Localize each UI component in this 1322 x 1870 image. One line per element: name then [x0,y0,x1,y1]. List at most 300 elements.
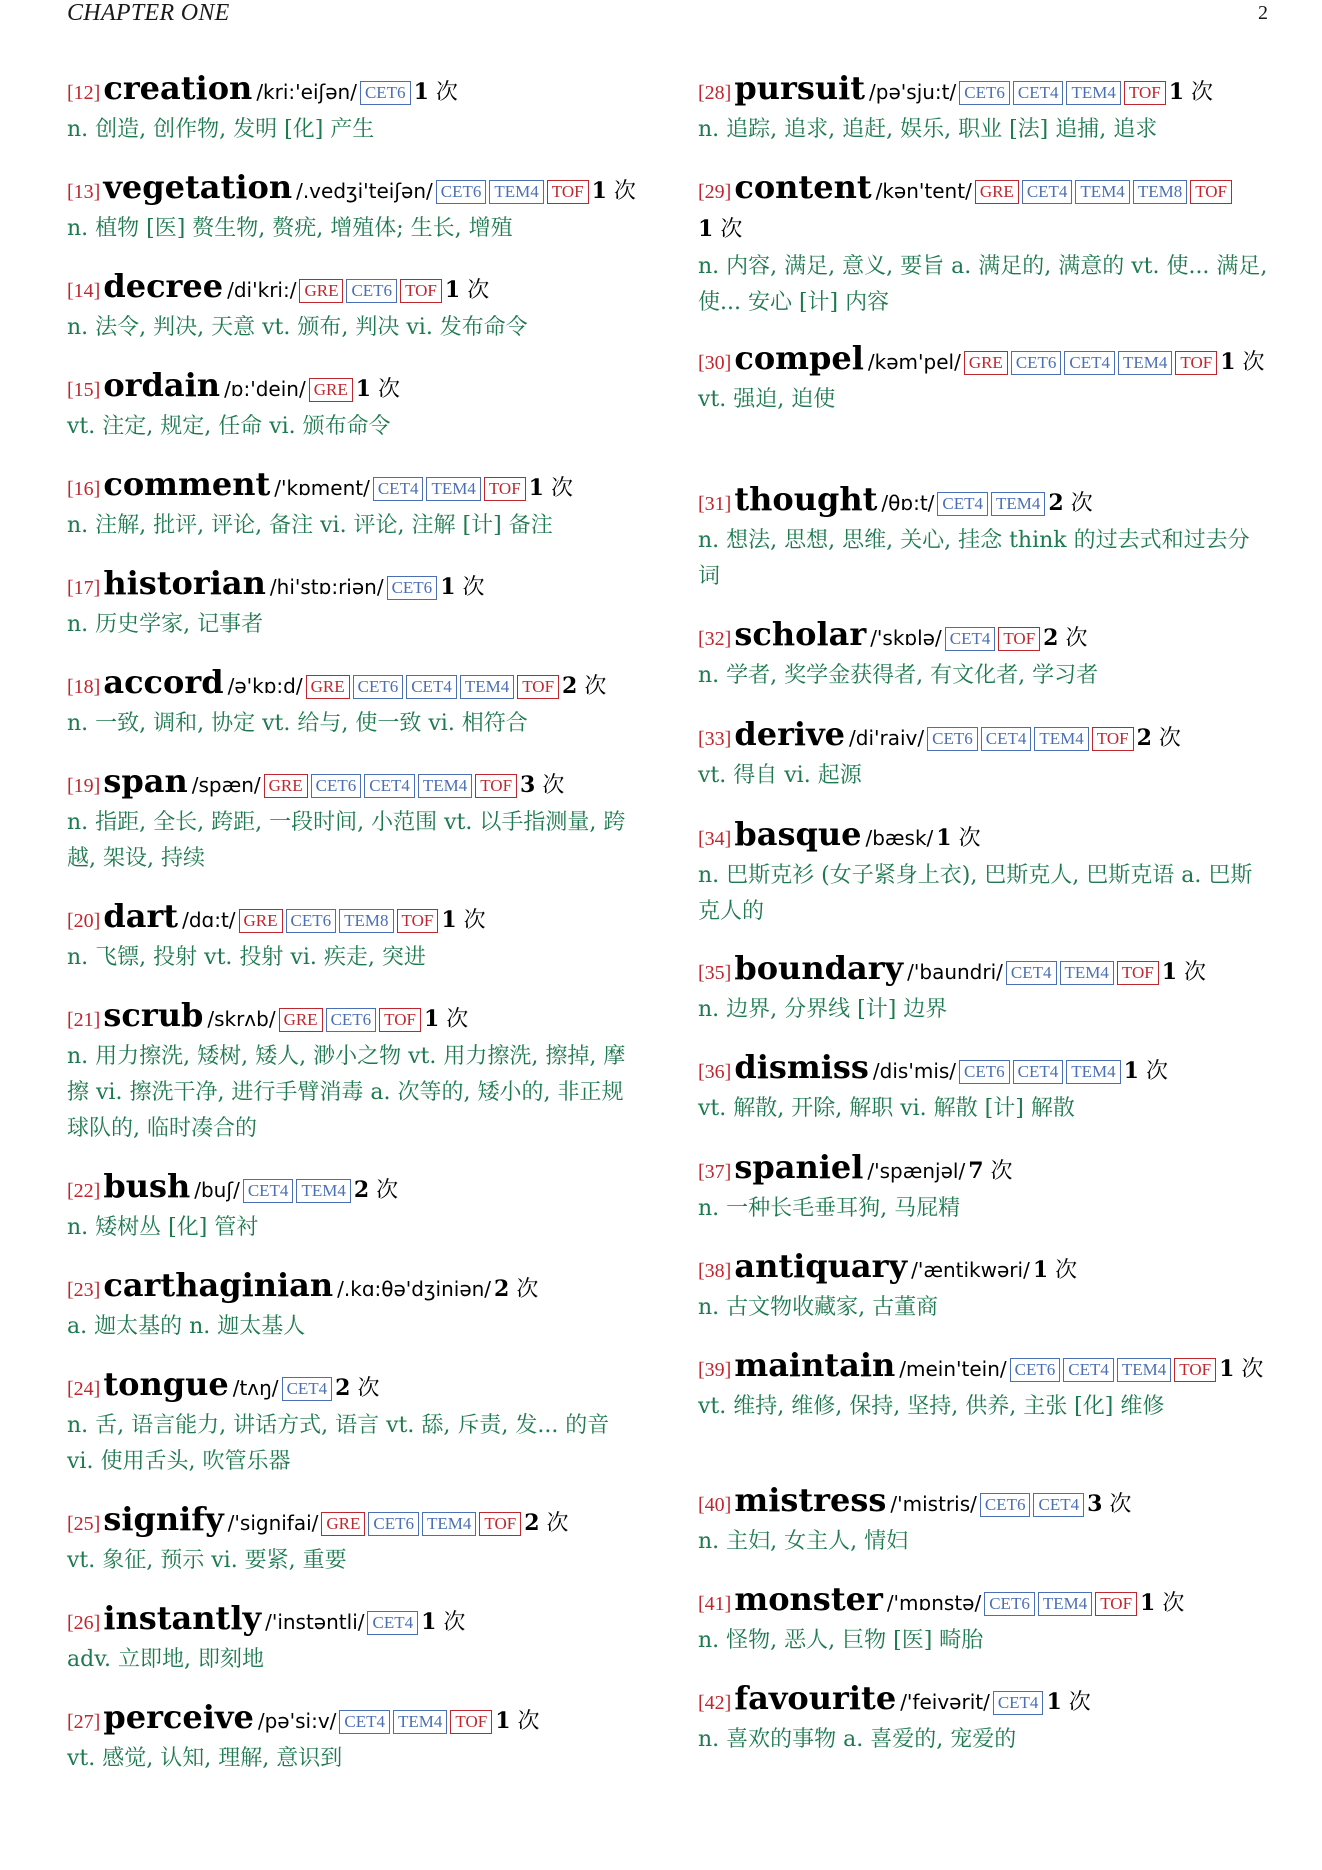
headword: ordain [103,366,221,404]
word-entry [698,616,1271,694]
definition: n. 指距, 全长, 跨距, 一段时间, 小范围 vt. 以手指测量, 跨越, 架设, 持续 [67,810,626,871]
exam-tag-tem4: TEM4 [426,477,480,501]
exam-tag-cet4: CET4 [1013,1060,1064,1084]
phonetic: /'instəntli/ [265,1610,365,1634]
headword: historian [103,564,266,602]
frequency-count [440,575,484,600]
entry-index: [29] [698,181,732,203]
phonetic: /dis'mis/ [872,1059,957,1083]
exam-tag-cet4: CET4 [993,1691,1044,1715]
entry-headline [698,950,1271,992]
exam-tag-tof: TOF [479,1512,521,1536]
frequency-count [354,1178,398,1203]
headword: accord [103,663,224,701]
frequency-suffix: 次 [1162,1591,1185,1616]
exam-tag-tem4: TEM4 [1118,351,1172,375]
entry-headline [67,367,640,409]
frequency-count [421,1610,465,1635]
entry-headline [698,1482,1271,1524]
frequency-number: 7 [968,1158,984,1184]
exam-tag-cet4: CET4 [1013,81,1064,105]
exam-tag-gre: GRE [321,1512,365,1536]
frequency-suffix: 次 [1184,960,1207,985]
exam-tag-cet4: CET4 [945,627,996,651]
frequency-suffix: 次 [446,1007,469,1032]
frequency-count [494,1277,538,1302]
frequency-number: 1 [413,79,429,105]
frequency-suffix: 次 [720,217,743,242]
frequency-suffix: 次 [958,826,981,851]
exam-tag-tof: TOF [400,279,442,303]
frequency-count [356,377,400,402]
phonetic: /di'raiv/ [849,726,925,750]
frequency-count [424,1007,468,1032]
entry-index: [31] [698,493,732,515]
frequency-suffix: 次 [1242,350,1265,375]
frequency-number: 1 [1220,349,1236,375]
phonetic: /hi'stɒ:riən/ [269,575,384,599]
word-entry [67,70,640,148]
definition: n. 用力擦洗, 矮树, 矮人, 渺小之物 vt. 用力擦洗, 擦掉, 摩擦 vi. 擦洗干净, 进行手臂消毒 a. 次等的, 矮小的, 非正规球队的, 临时凑合的 [67,1044,626,1141]
entry-index: [37] [698,1161,732,1183]
entry-index: [38] [698,1260,732,1282]
phonetic: /'mɒnstə/ [886,1591,982,1615]
frequency-suffix: 次 [546,1511,569,1536]
word-entry [698,716,1271,794]
entry-index: [41] [698,1593,732,1615]
frequency-number: 1 [1032,1257,1049,1283]
frequency-count [1048,491,1092,516]
frequency-number: 1 [1219,1356,1235,1382]
exam-tag-tof: TOF [484,477,526,501]
entry-index: [24] [67,1378,101,1400]
phonetic: /kən'tent/ [875,179,972,203]
exam-tag-tof: TOF [547,180,589,204]
definition: n. 一致, 调和, 协定 vt. 给与, 使一致 vi. 相符合 [67,711,528,736]
entry-headline [698,70,1271,112]
word-entry [698,1248,1271,1326]
definition: adv. 立即地, 即刻地 [67,1647,264,1672]
word-entry [698,169,1271,321]
frequency-count [520,773,564,798]
frequency-count [698,217,742,242]
frequency-count [335,1376,379,1401]
entry-index: [20] [67,910,101,932]
exam-tag-tem4: TEM4 [1038,1592,1092,1616]
headword: thought [734,480,878,518]
phonetic: /'signifai/ [227,1511,319,1535]
frequency-number: 1 [528,475,544,501]
exam-tag-cet4: CET4 [1006,961,1057,985]
frequency-suffix: 次 [1109,1492,1132,1517]
word-entry [698,1680,1271,1758]
definition: a. 迦太基的 n. 迦太基人 [67,1314,306,1339]
frequency-suffix: 次 [1145,1059,1168,1084]
definition: n. 矮树丛 [化] 管衬 [67,1215,259,1240]
word-entry [67,169,640,247]
exam-tag-tof: TOF [998,627,1040,651]
exam-tag-cet6: CET6 [980,1493,1031,1517]
phonetic: /di'kri:/ [227,278,297,302]
entry-index: [33] [698,728,732,750]
exam-tag-cet6: CET6 [360,81,411,105]
definition: vt. 得自 vi. 起源 [698,763,862,788]
entry-index: [18] [67,676,101,698]
frequency-number: 1 [1140,1590,1156,1616]
headword: signify [103,1500,224,1538]
headword: perceive [103,1698,254,1736]
definition: n. 注解, 批评, 评论, 备注 vi. 评论, 注解 [计] 备注 [67,513,553,538]
entry-index: [15] [67,379,101,401]
exam-tag-tof: TOF [1117,961,1159,985]
exam-tag-tof: TOF [1092,727,1134,751]
exam-tag-cet6: CET6 [984,1592,1035,1616]
definition: n. 飞镖, 投射 vt. 投射 vi. 疾走, 突进 [67,945,426,970]
frequency-suffix: 次 [467,278,490,303]
exam-tag-gre: GRE [309,378,353,402]
exam-tag-cet4: CET4 [1033,1493,1084,1517]
definition: vt. 解散, 开除, 解职 vi. 解散 [计] 解散 [698,1096,1075,1121]
word-entry [67,1168,640,1246]
exam-tag-tem4: TEM4 [1066,81,1120,105]
entry-index: [22] [67,1180,101,1202]
definition: n. 舌, 语言能力, 讲话方式, 语言 vt. 舔, 斥责, 发... 的音 vi. 使用舌头, 吹管乐器 [67,1413,610,1474]
frequency-suffix: 次 [613,179,636,204]
definition: vt. 注定, 规定, 任命 vi. 颁布命令 [67,414,391,439]
phonetic: /'skɒlə/ [870,626,942,650]
phonetic: /spæn/ [191,773,261,797]
frequency-count [414,80,458,105]
phonetic: /'kɒment/ [274,476,370,500]
word-entry [67,1600,640,1678]
frequency-suffix: 次 [357,1376,380,1401]
word-entry [67,268,640,346]
frequency-suffix: 次 [1158,726,1181,751]
exam-tag-tem4: TEM4 [296,1179,350,1203]
exam-tag-cet4: CET4 [1022,180,1073,204]
entry-index: [32] [698,628,732,650]
frequency-number: 2 [353,1177,370,1203]
frequency-count [441,908,485,933]
entry-headline [698,1680,1271,1722]
definition: n. 喜欢的事物 a. 喜爱的, 宠爱的 [698,1727,1017,1752]
word-entry [698,1049,1271,1127]
entry-index: [25] [67,1513,101,1535]
definition: n. 怪物, 恶人, 巨物 [医] 畸胎 [698,1628,984,1653]
frequency-count [1140,1591,1184,1616]
entry-index: [17] [67,577,101,599]
exam-tag-cet4: CET4 [364,774,415,798]
exam-tag-gre: GRE [964,351,1008,375]
exam-tag-tof: TOF [517,675,559,699]
headword: boundary [734,949,904,987]
entry-headline [67,70,640,112]
frequency-number: 2 [562,673,578,699]
entry-index: [28] [698,82,732,104]
frequency-suffix: 次 [376,1178,399,1203]
frequency-count [1162,960,1206,985]
exam-tag-cet6: CET6 [353,675,404,699]
phonetic: /'feivərit/ [900,1690,990,1714]
exam-tag-tof: TOF [397,909,439,933]
headword: bush [103,1167,191,1205]
exam-tag-gre: GRE [306,675,350,699]
exam-tag-cet4: CET4 [339,1710,390,1734]
exam-tag-cet6: CET6 [346,279,397,303]
headword: scholar [734,615,867,653]
definition: n. 主妇, 女主人, 情妇 [698,1529,909,1554]
definition: vt. 象征, 预示 vi. 要紧, 重要 [67,1548,347,1573]
frequency-count [524,1511,568,1536]
entry-headline [698,169,1271,249]
page-header [67,0,1268,26]
entry-index: [27] [67,1711,101,1733]
frequency-number: 2 [494,1276,510,1302]
exam-tag-cet6: CET6 [927,727,978,751]
entry-headline [67,1699,640,1741]
frequency-number: 2 [1043,625,1059,651]
headword: monster [734,1580,883,1618]
frequency-suffix: 次 [1191,80,1214,105]
frequency-count [1087,1492,1131,1517]
definition: n. 创造, 创作物, 发明 [化] 产生 [67,117,375,142]
word-entry [698,481,1271,595]
headword: span [103,762,188,800]
entry-headline [698,340,1271,382]
word-entry [67,1699,640,1777]
entry-headline [698,1581,1271,1623]
frequency-number: 1 [1046,1689,1062,1715]
headword: comment [103,465,271,503]
exam-tag-tof: TOF [1095,1592,1137,1616]
exam-tag-gre: GRE [975,180,1019,204]
definition: n. 边界, 分界线 [计] 边界 [698,997,948,1022]
exam-tag-tem4: TEM4 [1117,1358,1171,1382]
headword: dismiss [734,1048,869,1086]
phonetic: /'spænjəl/ [867,1159,966,1183]
entry-headline [67,466,640,508]
frequency-count [445,278,489,303]
definition: n. 追踪, 追求, 追赶, 娱乐, 职业 [法] 追捕, 追求 [698,117,1158,142]
exam-tag-tof: TOF [1174,1358,1216,1382]
exam-tag-cet6: CET6 [1010,1358,1061,1382]
exam-tag-cet6: CET6 [1011,351,1062,375]
definition: n. 历史学家, 记事者 [67,612,264,637]
phonetic: /.vedʒi'teiʃən/ [296,179,433,203]
entry-headline [698,716,1271,758]
exam-tag-cet6: CET6 [311,774,362,798]
entry-headline [67,997,640,1039]
frequency-suffix: 次 [1241,1357,1264,1382]
exam-tag-gre: GRE [279,1008,323,1032]
entry-headline [698,1248,1271,1290]
exam-tag-tem8: TEM8 [1133,180,1187,204]
headword: carthaginian [103,1266,334,1304]
headword: basque [734,815,862,853]
frequency-suffix: 次 [1065,626,1088,651]
exam-tag-cet4: CET4 [1064,351,1115,375]
frequency-number: 1 [440,574,456,600]
definition: n. 巴斯克衫 (女子紧身上衣), 巴斯克人, 巴斯克语 a. 巴斯克人的 [698,863,1253,924]
frequency-number: 1 [441,907,457,933]
exam-tag-tof: TOF [475,774,517,798]
phonetic: /mein'tein/ [899,1357,1007,1381]
phonetic: /kəm'pel/ [867,350,961,374]
frequency-suffix: 次 [463,908,486,933]
frequency-count [529,476,573,501]
word-entry [698,1149,1271,1227]
frequency-suffix: 次 [1055,1258,1078,1283]
definition: n. 植物 [医] 赘生物, 赘疣, 增殖体; 生长, 增殖 [67,216,513,241]
frequency-number: 1 [355,376,372,402]
exam-tag-cet6: CET6 [286,909,337,933]
exam-tag-tof: TOF [450,1710,492,1734]
definition: n. 想法, 思想, 思维, 关心, 挂念 think 的过去式和过去分词 [698,528,1250,589]
entry-index: [12] [67,82,101,104]
definition: n. 法令, 判决, 天意 vt. 颁布, 判决 vi. 发布命令 [67,315,528,340]
entry-headline [698,1347,1271,1389]
definition: n. 古文物收藏家, 古董商 [698,1295,939,1320]
phonetic: /.kɑ:θə'dʒiniən/ [337,1277,492,1301]
phonetic: /bæsk/ [865,826,934,850]
exam-tag-cet4: CET4 [937,492,988,516]
entry-headline [67,664,640,706]
word-entry [67,565,640,643]
frequency-number: 1 [1168,79,1184,105]
exam-tag-tof: TOF [379,1008,421,1032]
word-entry [698,70,1271,148]
headword: favourite [734,1679,897,1717]
entry-headline [67,1501,640,1543]
frequency-count [1124,1059,1168,1084]
exam-tag-gre: GRE [239,909,283,933]
frequency-suffix: 次 [1070,491,1093,516]
exam-tag-gre: GRE [264,774,308,798]
exam-tag-cet6: CET6 [326,1008,377,1032]
word-entry [698,950,1271,1028]
phonetic: /dɑ:t/ [182,908,236,932]
frequency-suffix: 次 [584,674,607,699]
frequency-number: 2 [335,1375,351,1401]
frequency-suffix: 次 [516,1277,539,1302]
headword: compel [734,339,864,377]
entry-headline [698,616,1271,658]
frequency-number: 1 [421,1609,437,1635]
frequency-suffix: 次 [990,1159,1013,1184]
exam-tag-tof: TOF [1124,81,1166,105]
exam-tag-gre: GRE [299,279,343,303]
frequency-count [1219,1357,1263,1382]
phonetic: /ə'kɒ:d/ [227,674,303,698]
exam-tag-tem4: TEM4 [422,1512,476,1536]
entry-index: [36] [698,1061,732,1083]
headword: maintain [734,1346,896,1384]
entry-headline [67,1267,640,1309]
entry-index: [19] [67,775,101,797]
headword: pursuit [734,69,866,107]
frequency-count [1220,350,1264,375]
word-entry [698,1482,1271,1560]
headword: tongue [103,1365,229,1403]
entry-index: [21] [67,1009,101,1031]
phonetic: /pə'si:v/ [257,1709,337,1733]
definition: vt. 感觉, 认知, 理解, 意识到 [67,1746,343,1771]
exam-tag-cet4: CET4 [282,1377,333,1401]
exam-tag-cet6: CET6 [387,576,438,600]
exam-tag-tem4: TEM4 [393,1710,447,1734]
entry-index: [13] [67,181,101,203]
phonetic: /tʌŋ/ [232,1376,279,1400]
word-entry [67,664,640,742]
exam-tag-tem4: TEM4 [1066,1060,1120,1084]
entry-index: [34] [698,828,732,850]
headword: scrub [103,996,204,1034]
exam-tag-cet6: CET6 [436,180,487,204]
word-entry [67,1267,640,1345]
page-number: 2 [1258,2,1268,24]
exam-tag-cet4: CET4 [406,675,457,699]
frequency-suffix: 次 [443,1610,466,1635]
frequency-suffix: 次 [517,1709,540,1734]
frequency-number: 3 [520,772,536,798]
phonetic: /buʃ/ [194,1178,240,1202]
exam-tag-tem4: TEM4 [418,774,472,798]
frequency-count [1033,1258,1077,1283]
exam-tag-cet6: CET6 [959,1060,1010,1084]
entry-headline [67,1600,640,1642]
entry-index: [42] [698,1692,732,1714]
frequency-suffix: 次 [1068,1690,1091,1715]
entry-headline [698,481,1271,523]
exam-tag-tem4: TEM4 [1060,961,1114,985]
exam-tag-cet4: CET4 [243,1179,294,1203]
frequency-count [592,179,636,204]
entry-index: [14] [67,280,101,302]
exam-tag-cet4: CET4 [981,727,1032,751]
definition: n. 学者, 奖学金获得者, 有文化者, 学习者 [698,663,1099,688]
exam-tag-tem4: TEM4 [460,675,514,699]
word-entry [67,763,640,877]
word-entry [67,1501,640,1579]
headword: vegetation [103,168,293,206]
frequency-number: 3 [1087,1491,1103,1517]
frequency-suffix: 次 [550,476,573,501]
entry-headline [67,898,640,940]
phonetic: /kri:'eiʃən/ [256,80,357,104]
frequency-number: 1 [591,178,607,204]
phonetic: /θɒ:t/ [881,491,935,515]
definition: vt. 维持, 维修, 保持, 坚持, 供养, 主张 [化] 维修 [698,1394,1165,1419]
headword: antiquary [734,1247,908,1285]
frequency-number: 1 [444,277,461,303]
entry-headline [67,565,640,607]
frequency-count [1169,80,1213,105]
headword: dart [103,897,179,935]
entry-index: [30] [698,352,732,374]
exam-tag-tem4: TEM4 [489,180,543,204]
word-entry [698,816,1271,930]
exam-tag-cet6: CET6 [368,1512,419,1536]
headword: spaniel [734,1148,864,1186]
phonetic: /'baundri/ [907,960,1003,984]
entry-index: [23] [67,1279,101,1301]
entry-index: [35] [698,962,732,984]
exam-tag-tem4: TEM4 [1034,727,1088,751]
phonetic: /ɒ:'dein/ [224,377,306,401]
word-entry [698,340,1271,418]
entry-index: [40] [698,1494,732,1516]
headword: mistress [734,1481,887,1519]
